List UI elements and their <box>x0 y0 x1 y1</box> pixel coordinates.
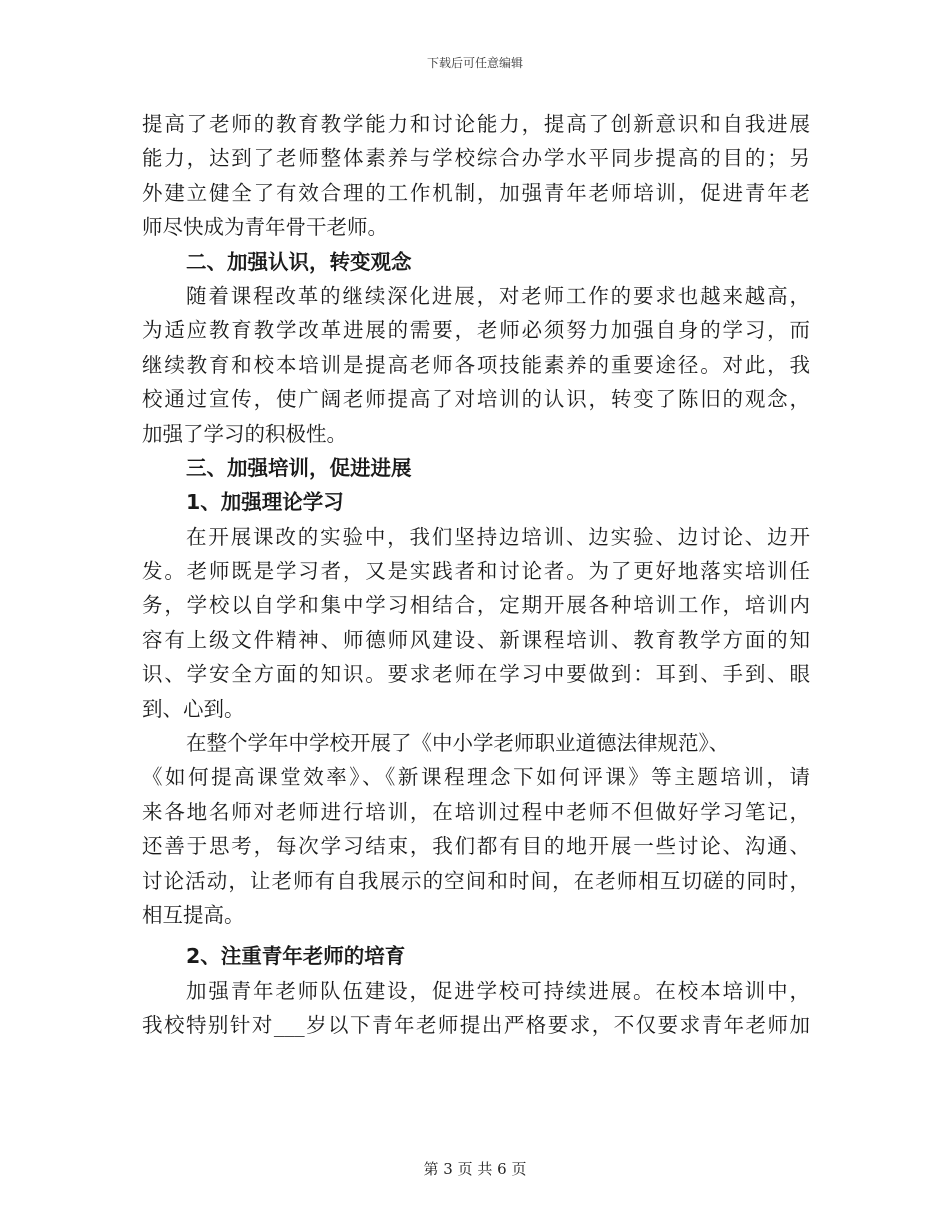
text-line: 《如何提高课堂效率》、《新课程理念下如何评课》等主题培训，请 <box>142 765 810 790</box>
text-line: 加强青年老师队伍建设，促进学校可持续进展。在校本培训中， <box>186 978 810 1003</box>
text-line: 识、学安全方面的知识。要求老师在学习中要做到：耳到、手到、眼 <box>142 662 810 687</box>
paragraph <box>142 107 810 245</box>
text-line: 为适应教育教学改革进展的需要，老师必须努力加强自身的学习，而 <box>142 318 810 343</box>
page-footer: 第 3 页 共 6 页 <box>423 1160 527 1178</box>
text-line: 讨论活动，让老师有自我展示的空间和时间，在老师相互切磋的同时， <box>142 868 810 893</box>
text-line: 在开展课改的实验中，我们坚持边培训、边实验、边讨论、边开 <box>186 524 810 549</box>
text-line: 加强了学习的积极性。 <box>142 421 347 446</box>
text-line: 提高了老师的教育教学能力和讨论能力，提高了创新意识和自我进展 <box>142 112 810 136</box>
paragraph <box>142 520 810 726</box>
paragraph <box>142 279 810 451</box>
subsection-heading: 2、注重青年老师的培育 <box>186 944 406 969</box>
text-line: 相互提高。 <box>142 902 245 927</box>
text-line: 到、心到。 <box>142 696 245 721</box>
section-heading: 二、加强认识，转变观念 <box>186 249 412 274</box>
text-line: 师尽快成为青年骨干老师。 <box>142 215 388 240</box>
text-line: 在整个学年中学校开展了《中小学老师职业道德法律规范》、 <box>186 731 730 756</box>
subsection-heading: 1、加强理论学习 <box>186 490 344 515</box>
text-line: 务，学校以自学和集中学习相结合，定期开展各种培训工作，培训内 <box>142 593 810 618</box>
text-line: 还善于思考，每次学习结束，我们都有目的地开展一些讨论、沟通、 <box>142 834 810 859</box>
text-line: 校通过宣传，使广阔老师提高了对培训的认识，转变了陈旧的观念， <box>142 387 810 412</box>
document-body <box>142 107 810 1043</box>
text-line: 继续教育和校本培训是提高老师各项技能素养的重要途径。对此，我 <box>142 352 810 377</box>
text-line: 容有上级文件精神、师德师风建设、新课程培训、教育教学方面的知 <box>142 627 810 652</box>
page-header: 下载后可任意编辑 <box>426 56 523 70</box>
text-line: 来各地名师对老师进行培训，在培训过程中老师不但做好学习笔记， <box>142 799 810 824</box>
paragraph <box>142 974 810 1043</box>
paragraph <box>142 726 810 932</box>
text-line: 能力，达到了老师整体素养与学校综合办学水平同步提高的目的；另 <box>142 146 810 171</box>
text-line: 随着课程改革的继续深化进展，对老师工作的要求也越来越高， <box>186 283 810 308</box>
text-line: 发。老师既是学习者，又是实践者和讨论者。为了更好地落实培训任 <box>142 559 810 584</box>
text-line: 外建立健全了有效合理的工作机制，加强青年老师培训，促进青年老 <box>142 180 810 205</box>
section-heading: 三、加强培训，促进进展 <box>186 455 412 480</box>
text-line: 我校特别针对___岁以下青年老师提出严格要求，不仅要求青年老师加 <box>142 1013 810 1038</box>
